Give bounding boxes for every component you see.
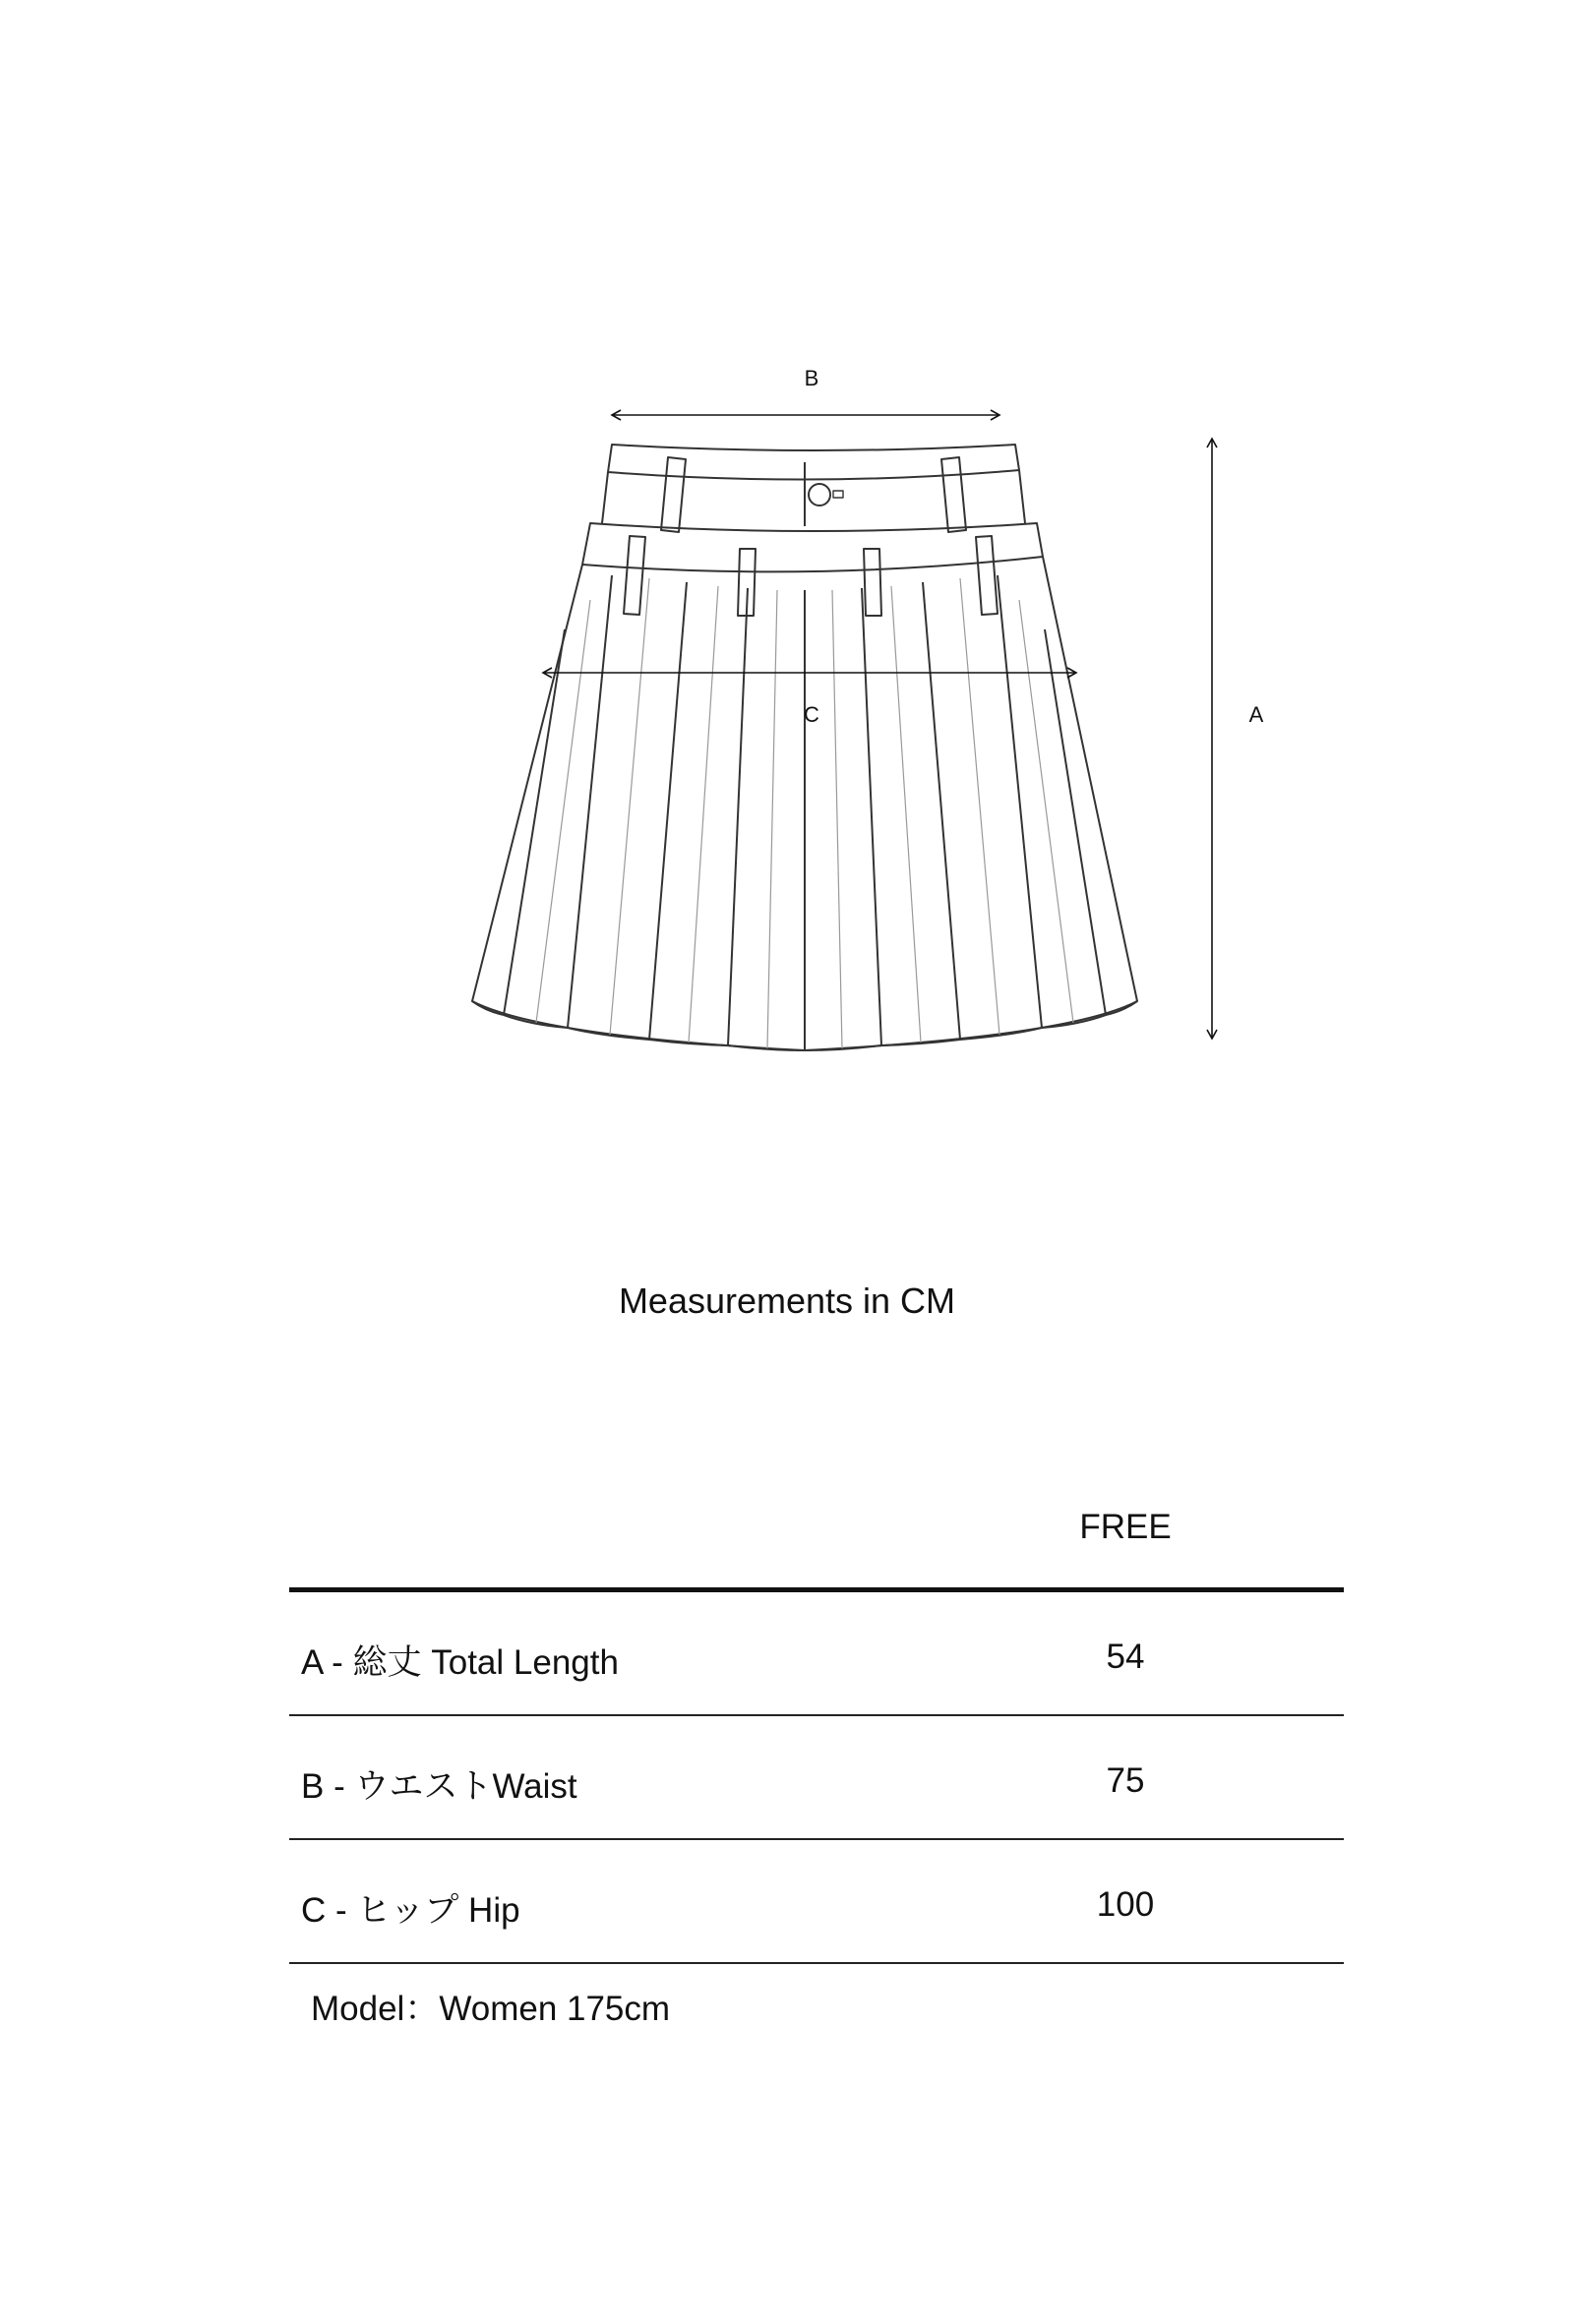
row-value: 75: [1106, 1761, 1145, 1800]
row-value: 54: [1106, 1638, 1145, 1676]
row-label: C - ヒップ Hip: [301, 1891, 520, 1930]
label-a: A: [1248, 702, 1264, 727]
table-row: [289, 1592, 1344, 1716]
table-row: [289, 1716, 1344, 1840]
row-value: 100: [1096, 1885, 1155, 1924]
row-label: A - 総丈 Total Length: [301, 1643, 619, 1682]
skirt-diagram: [0, 0, 1574, 1082]
size-header-free: FREE: [1079, 1508, 1172, 1546]
label-b: B: [804, 366, 819, 390]
measurements-caption: Measurements in CM: [618, 1281, 956, 1321]
model-note: Model：Women 175cm: [311, 1990, 671, 2028]
skirt-illustration: [472, 445, 1137, 1050]
table-row: [289, 1840, 1344, 1964]
size-table: [289, 1475, 1344, 2028]
table-header: [289, 1475, 1344, 1592]
row-label: B - ウエストWaist: [301, 1767, 577, 1806]
label-c: C: [804, 702, 819, 727]
